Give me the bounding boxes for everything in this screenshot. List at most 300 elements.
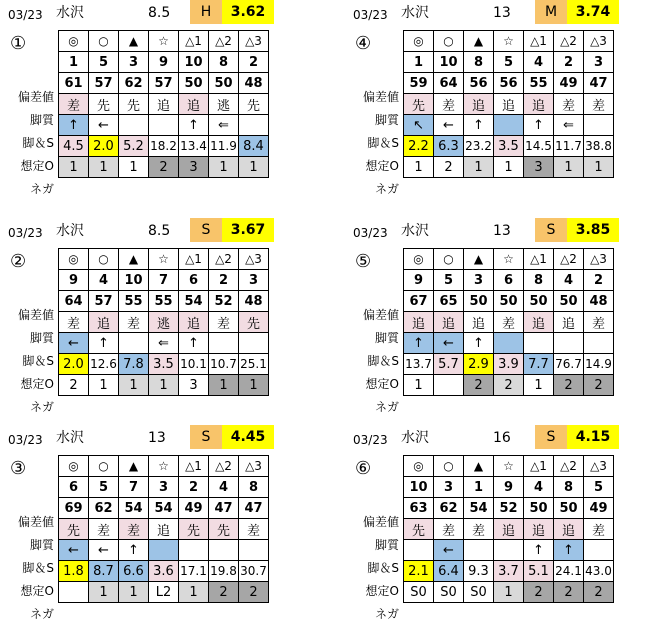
leg-speed-cell: ← [434, 115, 464, 136]
negative-cell: 2 [584, 375, 614, 396]
expected-odds-cell: 30.7 [239, 561, 269, 582]
prediction-table [58, 455, 269, 603]
prediction-table [403, 248, 614, 396]
race-number: ① [10, 33, 27, 54]
negative-cell: 2 [209, 582, 239, 603]
race-panel [0, 425, 320, 633]
expected-odds-cell: 17.1 [179, 561, 209, 582]
race-number: ⑥ [355, 458, 372, 479]
negative-cell: S0 [464, 582, 494, 603]
negative-cell: 1 [554, 157, 584, 178]
negative-cell: 3 [524, 157, 554, 178]
leg-speed-cell: ↖ [404, 115, 434, 136]
horse-number-cell: 4 [554, 270, 584, 291]
row-label: 脚質 [374, 331, 399, 345]
race-panel [345, 218, 665, 426]
deviation-cell: 64 [434, 73, 464, 94]
horse-number-cell: 9 [404, 270, 434, 291]
venue: 水沢 [56, 5, 84, 21]
negative-cell: 1 [524, 375, 554, 396]
expected-odds-cell: 10.7 [209, 354, 239, 375]
row-label: ネガ [374, 182, 399, 196]
running-style-cell: 追 [464, 312, 494, 333]
horse-number-cell: 6 [179, 270, 209, 291]
expected-odds-cell: 2.2 [404, 136, 434, 157]
negative-cell: 1 [59, 157, 89, 178]
running-style-cell: 逃 [149, 312, 179, 333]
leg-speed-cell [494, 540, 524, 561]
score-badge: 3.74 [567, 0, 619, 24]
negative-cell: 1 [494, 582, 524, 603]
mark-cell: △3 [584, 456, 614, 477]
expected-odds-cell: 2.1 [404, 561, 434, 582]
horse-number-cell: 6 [494, 270, 524, 291]
expected-odds-cell: 8.4 [239, 136, 269, 157]
negative-cell: S0 [404, 582, 434, 603]
race-value: 8.5 [148, 223, 171, 239]
row-label: 偏差値 [362, 90, 399, 104]
race-date: 03/23 [8, 433, 43, 447]
race-date: 03/23 [8, 8, 43, 22]
deviation-cell: 48 [239, 291, 269, 312]
table-row [59, 157, 269, 178]
deviation-cell: 54 [149, 498, 179, 519]
running-style-cell: 差 [59, 312, 89, 333]
running-style-cell: 先 [239, 94, 269, 115]
row-label: 脚質 [29, 538, 54, 552]
horse-number-cell: 2 [179, 477, 209, 498]
expected-odds-cell: 6.4 [434, 561, 464, 582]
horse-number-cell: 3 [464, 270, 494, 291]
table-row [404, 249, 614, 270]
leg-speed-cell: ↑ [59, 115, 89, 136]
running-style-cell: 先 [59, 519, 89, 540]
deviation-cell: 50 [209, 73, 239, 94]
venue: 水沢 [401, 430, 429, 446]
table-row [404, 540, 614, 561]
mark-cell: ◎ [404, 31, 434, 52]
table-row [404, 312, 614, 333]
negative-cell: 1 [89, 582, 119, 603]
expected-odds-cell: 3.6 [149, 561, 179, 582]
mark-cell: △2 [554, 249, 584, 270]
row-label: 偏差値 [17, 515, 54, 529]
leg-speed-cell: ↑ [179, 333, 209, 354]
table-row [59, 249, 269, 270]
horse-number-cell: 9 [59, 270, 89, 291]
leg-speed-cell: ↑ [404, 333, 434, 354]
horse-number-cell: 8 [554, 477, 584, 498]
expected-odds-cell: 3.5 [149, 354, 179, 375]
negative-cell: 1 [119, 582, 149, 603]
running-style-cell: 差 [119, 312, 149, 333]
horse-number-cell: 7 [149, 270, 179, 291]
running-style-cell: 追 [404, 312, 434, 333]
leg-speed-cell [149, 115, 179, 136]
horse-number-cell: 8 [464, 52, 494, 73]
leg-speed-cell [179, 540, 209, 561]
negative-cell: 2 [524, 582, 554, 603]
leg-speed-cell: ← [434, 540, 464, 561]
horse-number-cell: 1 [404, 52, 434, 73]
horse-number-cell: 4 [524, 52, 554, 73]
expected-odds-cell: 3.9 [494, 354, 524, 375]
mark-cell: △1 [179, 249, 209, 270]
mark-cell: ○ [434, 249, 464, 270]
table-row [404, 354, 614, 375]
row-label: 想定O [20, 584, 54, 598]
running-style-cell: 差 [59, 94, 89, 115]
deviation-cell: 54 [119, 498, 149, 519]
expected-odds-cell: 7.7 [524, 354, 554, 375]
expected-odds-cell: 6.6 [119, 561, 149, 582]
horse-number-cell: 10 [179, 52, 209, 73]
score-badge: 4.15 [567, 425, 619, 449]
running-style-cell: 差 [464, 519, 494, 540]
row-label: 偏差値 [362, 515, 399, 529]
negative-cell: 1 [494, 157, 524, 178]
running-style-cell: 追 [494, 94, 524, 115]
running-style-cell: 先 [209, 519, 239, 540]
leg-speed-cell: ← [59, 333, 89, 354]
expected-odds-cell: 5.7 [434, 354, 464, 375]
expected-odds-cell: 38.8 [584, 136, 614, 157]
mark-cell: △1 [179, 456, 209, 477]
horse-number-cell: 5 [89, 52, 119, 73]
table-row [59, 561, 269, 582]
race-date: 03/23 [8, 226, 43, 240]
expected-odds-cell: 2.0 [59, 354, 89, 375]
deviation-cell: 61 [59, 73, 89, 94]
mark-cell: △2 [209, 249, 239, 270]
grade-badge: S [535, 218, 567, 242]
horse-number-cell: 3 [434, 477, 464, 498]
table-row [404, 498, 614, 519]
table-row [59, 115, 269, 136]
horse-number-cell: 8 [524, 270, 554, 291]
mark-cell: ◎ [404, 249, 434, 270]
table-row [404, 375, 614, 396]
horse-number-cell: 10 [404, 477, 434, 498]
expected-odds-cell: 13.4 [179, 136, 209, 157]
panel-header [345, 0, 665, 24]
race-panel [0, 0, 320, 208]
deviation-cell: 56 [464, 73, 494, 94]
expected-odds-cell: 1.8 [59, 561, 89, 582]
mark-cell: △1 [524, 456, 554, 477]
mark-cell: ☆ [149, 31, 179, 52]
running-style-cell: 追 [89, 312, 119, 333]
expected-odds-cell: 12.6 [89, 354, 119, 375]
table-row [404, 136, 614, 157]
expected-odds-cell: 3.5 [494, 136, 524, 157]
leg-speed-cell [209, 540, 239, 561]
running-style-cell: 追 [554, 519, 584, 540]
venue: 水沢 [56, 430, 84, 446]
horse-number-cell: 4 [524, 477, 554, 498]
race-panel [345, 425, 665, 633]
mark-cell: △3 [239, 456, 269, 477]
deviation-cell: 57 [89, 291, 119, 312]
grade-badge: S [190, 218, 222, 242]
venue: 水沢 [401, 223, 429, 239]
leg-speed-cell [119, 333, 149, 354]
expected-odds-cell: 11.7 [554, 136, 584, 157]
expected-odds-cell: 13.7 [404, 354, 434, 375]
row-label: 偏差値 [17, 90, 54, 104]
horse-number-cell: 10 [119, 270, 149, 291]
row-label: ネガ [29, 182, 54, 196]
running-style-cell: 先 [239, 312, 269, 333]
table-row [59, 498, 269, 519]
deviation-cell: 47 [209, 498, 239, 519]
running-style-cell: 追 [554, 312, 584, 333]
leg-speed-cell: ↑ [554, 540, 584, 561]
negative-cell: 1 [179, 582, 209, 603]
deviation-cell: 50 [524, 498, 554, 519]
grade-badge: S [535, 425, 567, 449]
horse-number-cell: 2 [584, 270, 614, 291]
expected-odds-cell: 18.2 [149, 136, 179, 157]
leg-speed-cell [119, 115, 149, 136]
horse-number-cell: 5 [494, 52, 524, 73]
row-label: 脚＆S [22, 561, 54, 575]
running-style-cell: 追 [494, 519, 524, 540]
horse-number-cell: 5 [89, 477, 119, 498]
row-label: 脚質 [374, 113, 399, 127]
race-value: 13 [493, 223, 511, 239]
horse-number-cell: 5 [434, 270, 464, 291]
prediction-table [58, 248, 269, 396]
negative-cell: 1 [149, 375, 179, 396]
negative-cell: 2 [434, 157, 464, 178]
leg-speed-cell [494, 333, 524, 354]
venue: 水沢 [401, 5, 429, 21]
leg-speed-cell [584, 333, 614, 354]
mark-cell: △2 [209, 31, 239, 52]
deviation-cell: 50 [554, 498, 584, 519]
negative-cell: S0 [434, 582, 464, 603]
horse-number-cell: 10 [434, 52, 464, 73]
score-badge: 4.45 [222, 425, 274, 449]
mark-cell: ☆ [149, 456, 179, 477]
score-badge: 3.62 [222, 0, 274, 24]
table-row [404, 561, 614, 582]
running-style-cell: 差 [434, 519, 464, 540]
expected-odds-cell: 5.2 [119, 136, 149, 157]
negative-cell: 2 [464, 375, 494, 396]
deviation-cell: 69 [59, 498, 89, 519]
table-row [404, 333, 614, 354]
mark-cell: △1 [524, 31, 554, 52]
deviation-cell: 50 [554, 291, 584, 312]
horse-number-cell: 9 [149, 52, 179, 73]
horse-number-cell: 3 [119, 52, 149, 73]
deviation-cell: 50 [464, 291, 494, 312]
leg-speed-cell: ← [434, 333, 464, 354]
race-panel [345, 0, 665, 208]
leg-speed-cell: ← [59, 540, 89, 561]
expected-odds-cell: 8.7 [89, 561, 119, 582]
prediction-table [58, 30, 269, 178]
horse-number-cell: 4 [89, 270, 119, 291]
running-style-cell: 追 [149, 94, 179, 115]
expected-odds-cell: 4.5 [59, 136, 89, 157]
negative-cell: 1 [584, 157, 614, 178]
table-row [404, 31, 614, 52]
leg-speed-cell [404, 540, 434, 561]
negative-cell: 2 [584, 582, 614, 603]
negative-cell: 1 [209, 375, 239, 396]
leg-speed-cell: ⇐ [209, 115, 239, 136]
deviation-cell: 67 [404, 291, 434, 312]
race-value: 13 [493, 5, 511, 21]
table-row [59, 136, 269, 157]
running-style-cell: 差 [434, 94, 464, 115]
expected-odds-cell: 3.7 [494, 561, 524, 582]
race-number: ④ [355, 33, 372, 54]
deviation-cell: 50 [179, 73, 209, 94]
deviation-cell: 50 [494, 291, 524, 312]
deviation-cell: 52 [209, 291, 239, 312]
expected-odds-cell: 43.0 [584, 561, 614, 582]
negative-cell: 1 [89, 375, 119, 396]
leg-speed-cell: ↑ [89, 333, 119, 354]
negative-cell: 2 [494, 375, 524, 396]
running-style-cell: 追 [524, 519, 554, 540]
horse-number-cell: 2 [209, 270, 239, 291]
horse-number-cell: 5 [584, 477, 614, 498]
horse-number-cell: 8 [209, 52, 239, 73]
running-style-cell: 差 [209, 312, 239, 333]
prediction-table [403, 30, 614, 178]
deviation-cell: 55 [119, 291, 149, 312]
negative-cell: 1 [404, 375, 434, 396]
expected-odds-cell: 24.1 [554, 561, 584, 582]
mark-cell: ○ [89, 249, 119, 270]
horse-number-cell: 4 [209, 477, 239, 498]
horse-number-cell: 2 [554, 52, 584, 73]
expected-odds-cell: 23.2 [464, 136, 494, 157]
leg-speed-cell [239, 115, 269, 136]
expected-odds-cell: 7.8 [119, 354, 149, 375]
table-row [404, 157, 614, 178]
row-label: ネガ [374, 400, 399, 414]
table-row [404, 94, 614, 115]
leg-speed-cell: ↑ [524, 540, 554, 561]
mark-cell: △3 [239, 249, 269, 270]
row-label: 想定O [20, 159, 54, 173]
deviation-cell: 64 [59, 291, 89, 312]
panel-header [345, 218, 665, 242]
table-row [404, 456, 614, 477]
table-row [59, 270, 269, 291]
running-style-cell: 差 [494, 312, 524, 333]
running-style-cell: 先 [119, 94, 149, 115]
race-number: ② [10, 251, 27, 272]
mark-cell: △2 [209, 456, 239, 477]
table-row [404, 270, 614, 291]
expected-odds-cell: 11.9 [209, 136, 239, 157]
mark-cell: ○ [89, 456, 119, 477]
mark-cell: ○ [89, 31, 119, 52]
mark-cell: ◎ [59, 249, 89, 270]
running-style-cell: 先 [89, 94, 119, 115]
negative-cell: 1 [119, 375, 149, 396]
expected-odds-cell: 10.1 [179, 354, 209, 375]
deviation-cell: 62 [89, 498, 119, 519]
row-label: 想定O [365, 159, 399, 173]
leg-speed-cell [584, 540, 614, 561]
panel-header [0, 425, 320, 449]
table-row [404, 582, 614, 603]
running-style-cell: 追 [464, 94, 494, 115]
horse-number-cell: 6 [59, 477, 89, 498]
mark-cell: ◎ [404, 456, 434, 477]
prediction-table [403, 455, 614, 603]
mark-cell: ☆ [149, 249, 179, 270]
mark-cell: △2 [554, 456, 584, 477]
mark-cell: ▲ [119, 456, 149, 477]
negative-cell: 2 [239, 582, 269, 603]
mark-cell: △2 [554, 31, 584, 52]
race-date: 03/23 [353, 226, 388, 240]
deviation-cell: 48 [239, 73, 269, 94]
row-label: ネガ [29, 400, 54, 414]
race-panel [0, 218, 320, 426]
leg-speed-cell [524, 333, 554, 354]
deviation-cell: 49 [554, 73, 584, 94]
leg-speed-cell [239, 333, 269, 354]
deviation-cell: 47 [239, 498, 269, 519]
running-style-cell: 追 [434, 312, 464, 333]
running-style-cell: 追 [524, 94, 554, 115]
leg-speed-cell [554, 333, 584, 354]
row-label: 偏差値 [362, 308, 399, 322]
running-style-cell: 先 [179, 519, 209, 540]
mark-cell: ▲ [464, 456, 494, 477]
running-style-cell: 差 [554, 94, 584, 115]
negative-cell: 1 [239, 375, 269, 396]
table-row [404, 291, 614, 312]
horse-number-cell: 3 [584, 52, 614, 73]
leg-speed-cell [494, 115, 524, 136]
venue: 水沢 [56, 223, 84, 239]
expected-odds-cell: 25.1 [239, 354, 269, 375]
leg-speed-cell [239, 540, 269, 561]
mark-cell: △3 [239, 31, 269, 52]
deviation-cell: 47 [584, 73, 614, 94]
row-label: 脚質 [29, 113, 54, 127]
running-style-cell: 追 [149, 519, 179, 540]
row-label: 脚＆S [367, 561, 399, 575]
deviation-cell: 54 [464, 498, 494, 519]
negative-cell: 3 [179, 375, 209, 396]
negative-cell: 2 [554, 375, 584, 396]
mark-cell: △3 [584, 31, 614, 52]
mark-cell: ☆ [494, 249, 524, 270]
table-row [404, 477, 614, 498]
negative-cell [434, 375, 464, 396]
mark-cell: ☆ [494, 31, 524, 52]
row-label: 想定O [365, 377, 399, 391]
running-style-cell: 先 [404, 94, 434, 115]
panel-header [345, 425, 665, 449]
table-row [59, 456, 269, 477]
row-label: 脚＆S [367, 354, 399, 368]
negative-cell: 1 [209, 157, 239, 178]
negative-cell: 2 [59, 375, 89, 396]
